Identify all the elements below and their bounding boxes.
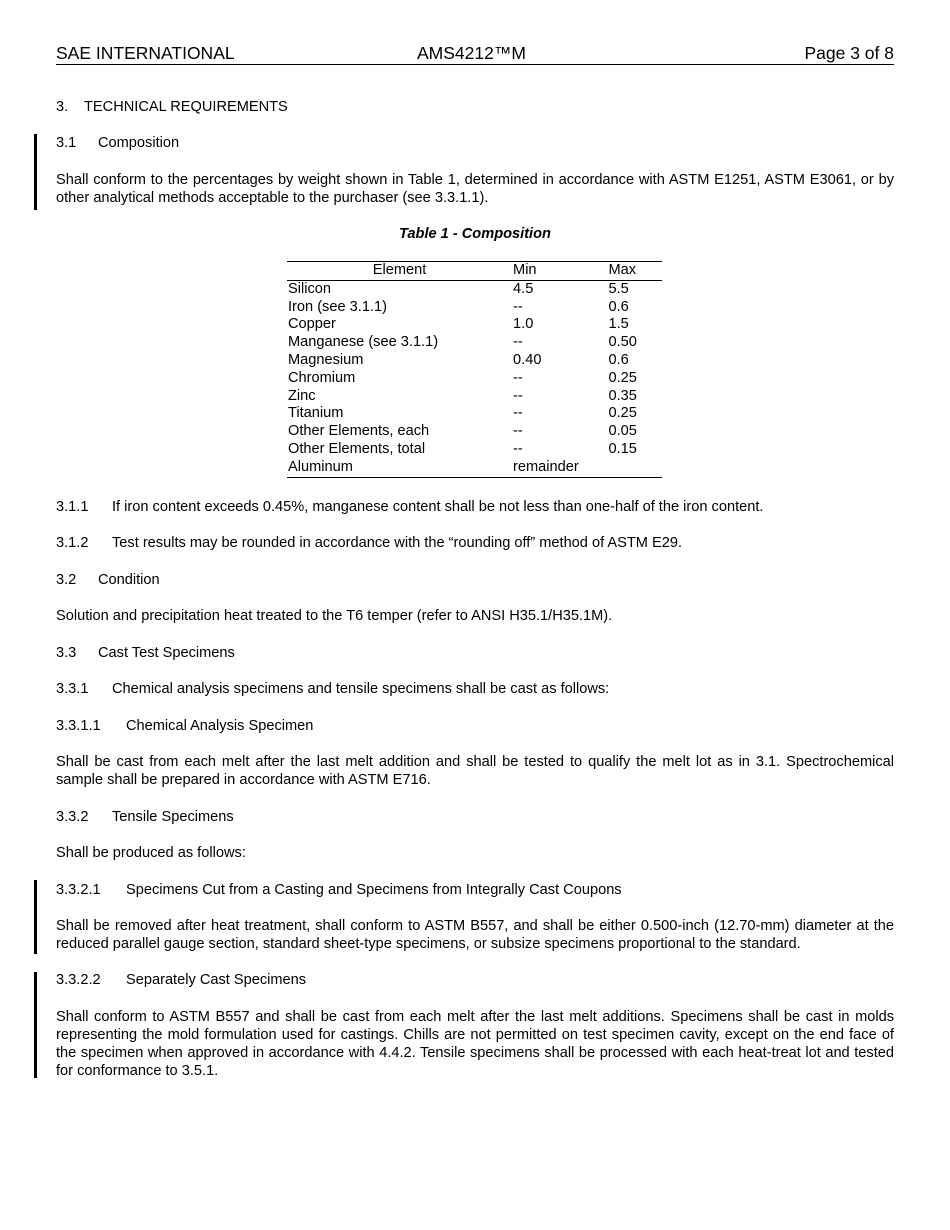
section-number: 3.3.1.1 (56, 718, 101, 734)
section-heading (56, 808, 896, 826)
subsection-paragraph (56, 534, 896, 552)
section-heading (56, 644, 896, 662)
table-row (287, 316, 662, 334)
subsection-paragraph (56, 498, 896, 516)
cell-max: 0.05 (608, 423, 637, 440)
section-title: Separately Cast Specimens (126, 972, 307, 988)
section-heading (56, 98, 896, 116)
section-number: 3.1 (56, 135, 77, 151)
table-row (287, 352, 662, 370)
section-paragraph: Shall be removed after heat treatment, shall conform to ASTM B557, and shall be either 0.500-inch (12.70-mm) diameter at the reduced parallel gauge section, standard sheet-type specimens, or subsize specimens proportional to the standard. (56, 918, 894, 952)
cell-min: -- (513, 387, 523, 404)
cell-element: Aluminum (288, 458, 353, 475)
table-row (287, 334, 662, 352)
cell-min: 0.40 (513, 351, 542, 368)
revision-change-bar (34, 880, 37, 954)
revision-change-bar (34, 972, 37, 1078)
section-number: 3.2 (56, 572, 77, 588)
page-header (56, 43, 894, 65)
composition-table (287, 261, 662, 478)
table-row (287, 299, 662, 317)
cell-element: Magnesium (288, 351, 364, 368)
cell-max: 0.35 (608, 387, 637, 404)
section-title: Specimens Cut from a Casting and Specimens from Integrally Cast Coupons (126, 882, 622, 898)
cell-max: 0.25 (608, 369, 637, 386)
section-paragraph: Shall conform to ASTM B557 and shall be cast from each melt after the last melt additions. Specimens shall be cast in molds representing the mold formulation used for castings. Chills are not permitted on test specimen cavity, except on the end face of the specimen when approved in accordance with 4.4.2. Tensile specimens shall be processed with each heat-treat lot and tested for conformance to 3.5.1. (56, 1009, 894, 1079)
cell-max: 0.6 (608, 298, 629, 315)
section-heading (56, 571, 896, 589)
section-paragraph: Shall be produced as follows: (56, 845, 246, 861)
cell-element: Titanium (288, 405, 344, 422)
section-text: Test results may be rounded in accordance with the “rounding off” method of ASTM E29. (112, 535, 683, 551)
section-number: 3. (56, 99, 69, 115)
cell-min: -- (513, 423, 523, 440)
header-document-number: AMS4212™M (417, 43, 526, 63)
section-number: 3.3.1 (56, 681, 89, 697)
table-row (287, 423, 662, 441)
revision-change-bar (34, 134, 37, 210)
cell-element: Zinc (288, 387, 316, 404)
section-title: Chemical Analysis Specimen (126, 718, 314, 734)
cell-min: -- (513, 440, 523, 457)
column-header-max: Max (608, 262, 637, 278)
section-number: 3.3.2.1 (56, 882, 101, 898)
section-number: 3.3.2.2 (56, 972, 101, 988)
table-row (287, 459, 662, 477)
cell-max: 1.5 (608, 316, 629, 333)
section-number: 3.3.2 (56, 809, 89, 825)
section-number: 3.3 (56, 645, 77, 661)
section-heading (56, 134, 896, 152)
header-publisher: SAE INTERNATIONAL (56, 43, 235, 63)
section-text: Chemical analysis specimens and tensile specimens shall be cast as follows: (112, 681, 610, 697)
section-paragraph: Shall be cast from each melt after the last melt addition and shall be tested to qualify the melt lot as in 3.1. Spectrochemical sample shall be prepared in accordance with ASTM E716. (56, 754, 894, 788)
cell-min: -- (513, 298, 523, 315)
cell-element: Other Elements, total (288, 440, 426, 457)
cell-min: -- (513, 405, 523, 422)
cell-max: 0.15 (608, 440, 637, 457)
cell-element: Other Elements, each (288, 423, 430, 440)
cell-element: Chromium (288, 369, 356, 386)
section-title: Cast Test Specimens (98, 645, 235, 661)
subsection-paragraph (56, 680, 896, 698)
cell-max (607, 459, 662, 477)
section-paragraph: Shall conform to the percentages by weight shown in Table 1, determined in accordance with ASTM E1251, ASTM E3061, or by other analytical methods acceptable to the purchaser (see 3.3.1.1). (56, 172, 894, 206)
section-paragraph: Solution and precipitation heat treated to the T6 temper (refer to ANSI H35.1/H35.1M). (56, 608, 613, 624)
table-row (287, 370, 662, 388)
section-number: 3.1.1 (56, 499, 89, 515)
table-row (287, 441, 662, 459)
cell-min: 4.5 (513, 280, 534, 297)
section-title: Composition (98, 135, 180, 151)
cell-max: 0.50 (608, 334, 637, 351)
section-text: If iron content exceeds 0.45%, manganese content shall be not less than one-half of the iron content. (112, 499, 764, 515)
column-header-min: Min (513, 262, 537, 278)
table-header-row (287, 262, 662, 281)
section-title: Condition (98, 572, 160, 588)
section-title: Tensile Specimens (112, 809, 234, 825)
cell-min: -- (513, 369, 523, 386)
column-header-element: Element (372, 262, 427, 278)
cell-min: 1.0 (513, 316, 534, 333)
cell-element: Manganese (see 3.1.1) (288, 334, 439, 351)
cell-element: Silicon (288, 280, 331, 297)
cell-min: -- (513, 334, 523, 351)
cell-max: 0.6 (608, 351, 629, 368)
cell-element: Iron (see 3.1.1) (288, 298, 387, 315)
table-row (287, 280, 662, 298)
table-caption: Table 1 - Composition (399, 226, 551, 242)
table-row (287, 405, 662, 423)
table-row (287, 388, 662, 406)
section-number: 3.1.2 (56, 535, 89, 551)
section-title: TECHNICAL REQUIREMENTS (84, 99, 288, 115)
cell-max: 5.5 (608, 280, 629, 297)
cell-min: remainder (513, 458, 579, 475)
section-heading (56, 881, 896, 899)
header-page-number: Page 3 of 8 (804, 43, 894, 63)
cell-max: 0.25 (608, 405, 637, 422)
section-heading (56, 717, 896, 735)
section-heading (56, 971, 896, 989)
cell-element: Copper (288, 316, 336, 333)
